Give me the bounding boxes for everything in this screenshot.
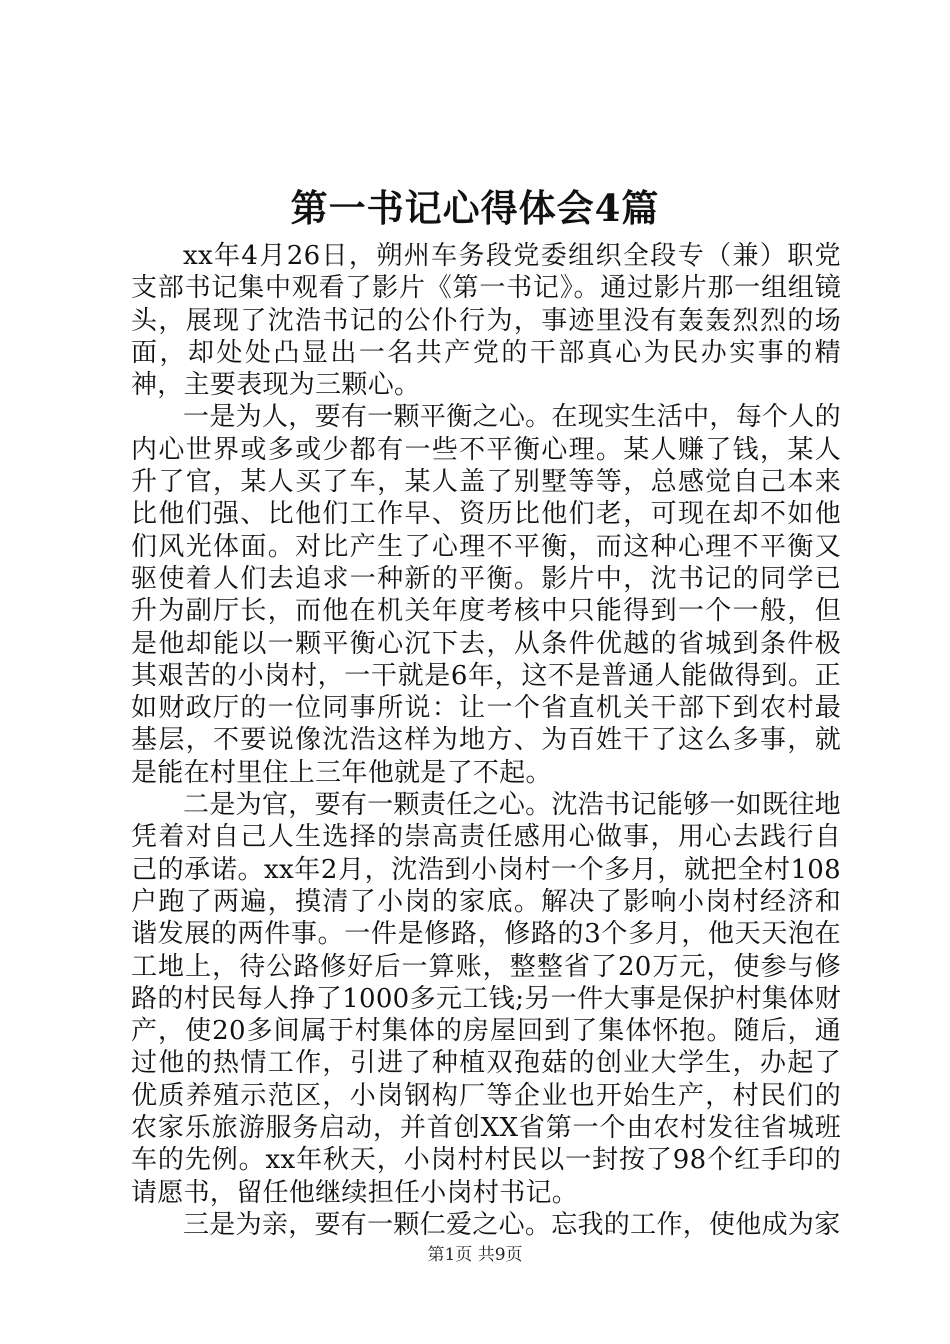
paragraph-responsibility-heart: 二是为官，要有一颗责任之心。沈浩书记能够一如既往地凭着对自己人生选择的崇高责任感用心做事，用心去践行自己的承诺。xx年2月，沈浩到小岗村一个多月，就把全村108户跑了两遍，摸清了小岗的家底。解决了影响小岗村经济和谐发展的两件事。一件是修路，修路的3个多月，他天天泡在工地上，待公路修好后一算账，整整省了20万元，使参与修路的村民每人挣了1000多元工钱;另一件大事是保护村集体财产，使20多间属于村集体的房屋回到了集体怀抱。随后，通过他的热情工作，引进了种植双孢菇的创业大学生，办起了优质养殖示范区，小岗钢构厂等企业也开始生产，村民们的农家乐旅游服务启动，并首创XX省第一个由农村发往省城班车的先例。xx年秋天，小岗村村民以一封按了98个红手印的请愿书，留任他继续担任小岗村书记。 [131,790,841,1208]
paragraph-kindness-heart: 三是为亲，要有一颗仁爱之心。忘我的工作，使他成为家 [183,1209,841,1240]
document-body [131,240,841,1241]
paragraph-balance-heart: 一是为人，要有一颗平衡之心。在现实生活中，每个人的内心世界或多或少都有一些不平衡心理。某人赚了钱，某人升了官，某人买了车，某人盖了别墅等等，总感觉自己本来比他们强、比他们工作早、资历比他们老，可现在却不如他们风光体面。对比产生了心理不平衡，而这种心理不平衡又驱使着人们去追求一种新的平衡。影片中，沈书记的同学已升为副厅长，而他在机关年度考核中只能得到一个一般，但是他却能以一颗平衡心沉下去，从条件优越的省城到条件极其艰苦的小岗村，一干就是6年，这不是普通人能做得到。正如财政厅的一位同事所说：让一个省直机关干部下到农村最基层，不要说像沈浩这样为地方、为百姓干了这么多事，就是能在村里住上三年他就是了不起。 [131,402,841,788]
document-title: 第一书记心得体会4篇 [290,186,660,230]
page-footer: 第1页 共9页 [427,1245,523,1265]
paragraph-intro: xx年4月26日，朔州车务段党委组织全段专（兼）职党支部书记集中观看了影片《第一书记》。通过影片那一组组镜头，展现了沈浩书记的公仆行为，事迹里没有轰轰烈烈的场面，却处处凸显出一名共产党的干部真心为民办实事的精神，主要表现为三颗心。 [131,241,841,401]
